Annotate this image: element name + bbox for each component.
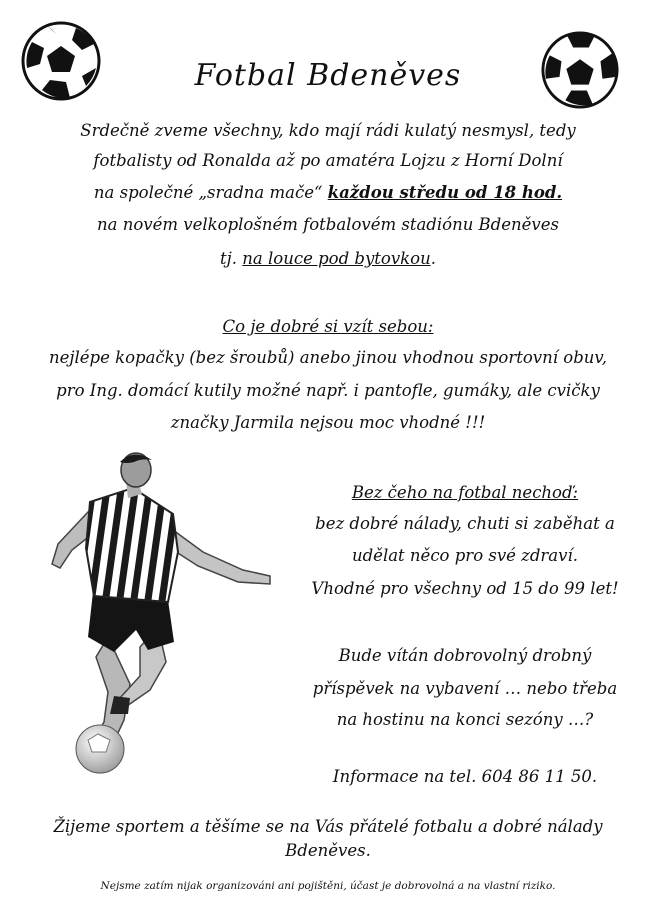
contribution-line: příspěvek na vybavení … nebo třeba (312, 679, 618, 698)
intro-text: tj. (220, 249, 243, 268)
schedule-highlight: každou středu od 18 hod. (327, 183, 563, 202)
intro-line-schedule (0, 182, 656, 204)
page-title: Fotbal Bdeněves (194, 58, 462, 93)
football-player-illustration (38, 452, 283, 777)
contribution-line: Bude vítán dobrovolný drobný (338, 646, 592, 665)
without-line: bez dobré nálady, chuti si zaběhat a (315, 514, 615, 533)
intro-text: . (430, 249, 436, 268)
contribution-line: na hostinu na konci sezóny …? (336, 710, 594, 729)
closing-line: Bdeněves. (285, 841, 371, 860)
location-highlight: na louce pod bytovkou (242, 249, 431, 268)
without-line: Vhodné pro všechny od 15 do 99 let! (311, 579, 619, 598)
intro-line-location (0, 248, 656, 270)
intro-line: na novém velkoplošném fotbalovém stadiónu Bdeněves (97, 215, 559, 234)
without-heading: Bez čeho na fotbal nechoď: (351, 483, 579, 502)
disclaimer-footer: Nejsme zatím nijak organizováni ani pojištěni, účast je dobrovolná a na vlastní riziko. (100, 880, 556, 892)
intro-text: na společné „sradna mače“ (93, 183, 328, 202)
contact-info: Informace na tel. 604 86 11 50. (332, 767, 598, 786)
bring-line: pro Ing. domácí kutily možné např. i pantofle, gumáky, ale cvičky (56, 381, 600, 400)
intro-line: fotbalisty od Ronalda až po amatéra Lojzu z Horní Dolní (93, 151, 563, 170)
bring-line: nejlépe kopačky (bez šroubů) anebo jinou vhodnou sportovní obuv, (48, 348, 608, 367)
bring-heading: Co je dobré si vzít sebou: (222, 317, 434, 336)
bring-line: značky Jarmila nejsou moc vhodné !!! (170, 413, 486, 432)
intro-line: Srdečně zveme všechny, kdo mají rádi kulatý nesmysl, tedy (80, 121, 576, 140)
without-line: udělat něco pro své zdraví. (351, 546, 578, 565)
closing-line: Žijeme sportem a těšíme se na Vás přátelé fotbalu a dobré nálady (53, 817, 603, 836)
